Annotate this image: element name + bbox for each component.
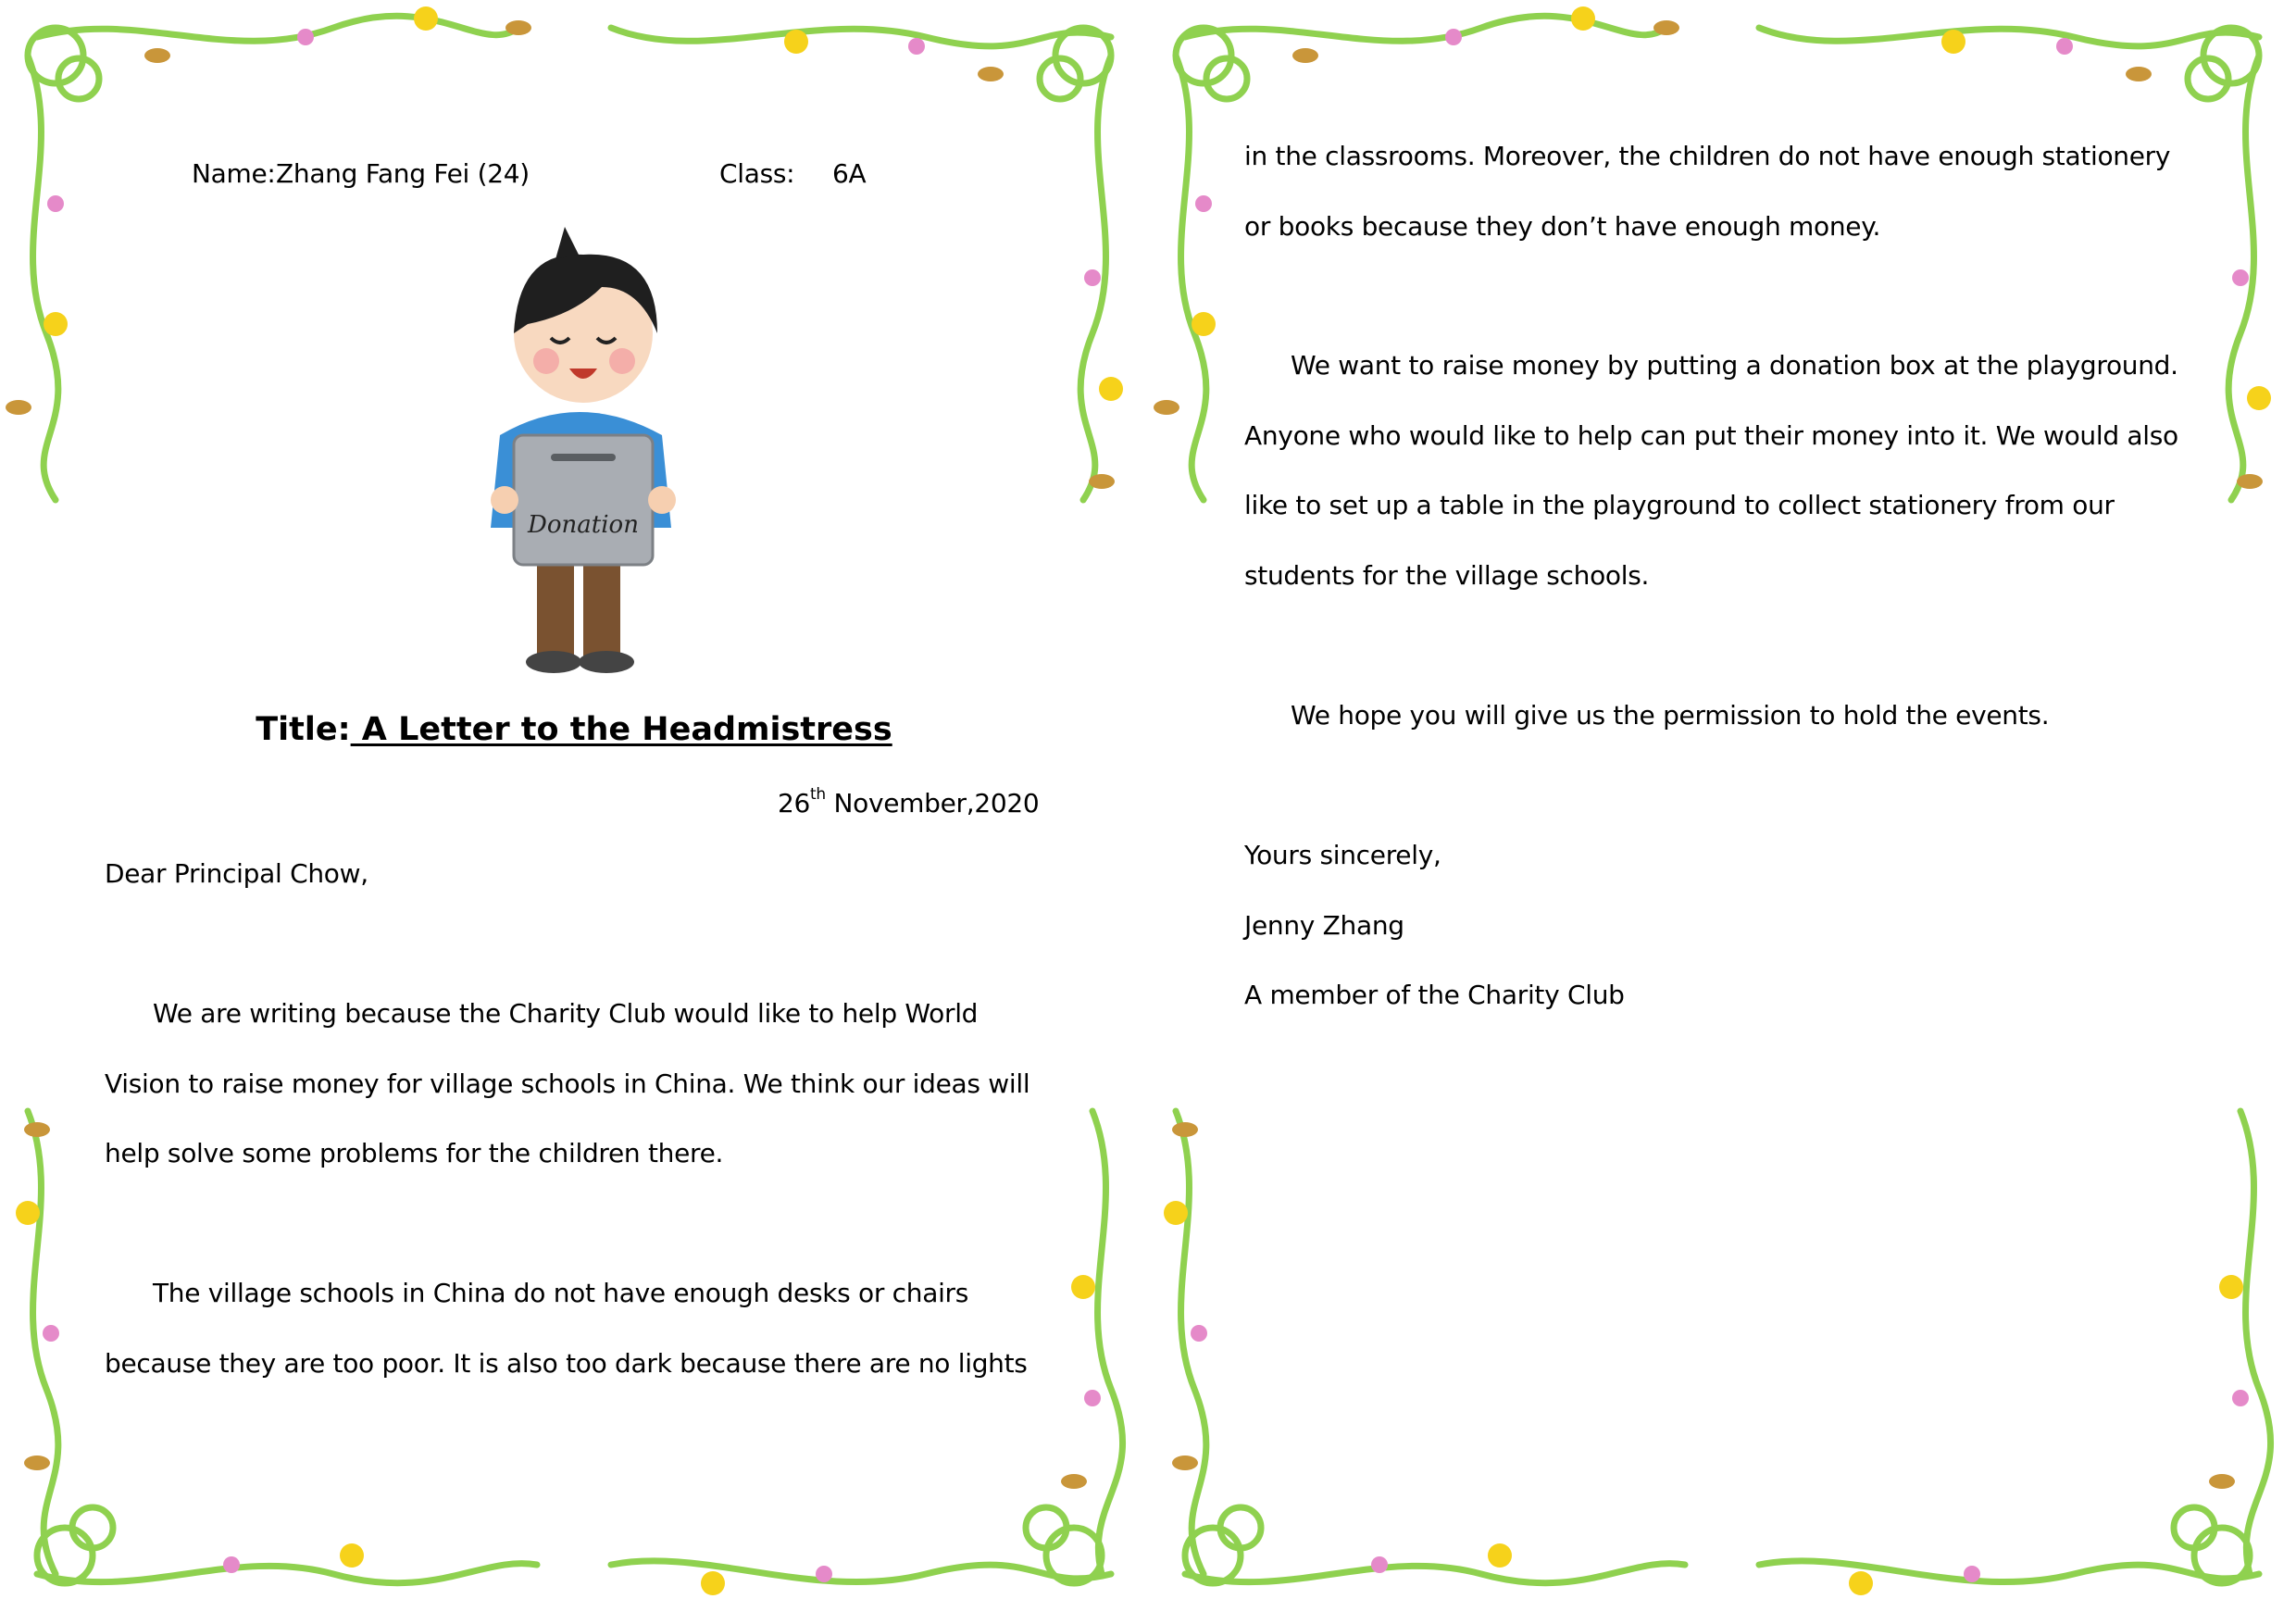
donation-boy-illustration	[463, 222, 704, 685]
paragraph-line: We hope you will give us the permission to hold the events.	[1291, 700, 2050, 731]
closing: Yours sincerely,	[1244, 840, 1441, 870]
letter-date	[778, 787, 1039, 820]
paragraph-line: like to set up a table in the playground to collect stationery from our	[1244, 490, 2115, 520]
floral-border-right	[1148, 0, 2296, 1624]
paragraph-line: Anyone who would like to help can put their money into it. We would also	[1244, 420, 2178, 451]
name-value: Zhang Fang Fei (24)	[276, 158, 530, 189]
date-day: 26	[778, 788, 811, 818]
signature-name: Jenny Zhang	[1244, 910, 1404, 941]
paragraph-line: We are writing because the Charity Club would like to help World	[153, 998, 979, 1029]
title-label: Title:	[256, 711, 351, 748]
signature-role: A member of the Charity Club	[1244, 980, 1625, 1010]
donation-box-label: Donation	[528, 511, 639, 539]
paragraph-line: help solve some problems for the children there.	[105, 1138, 724, 1168]
paragraph-line: because they are too poor. It is also too dark because there are no lights	[105, 1348, 1028, 1379]
letter-title	[0, 711, 1148, 748]
paragraph-line: or books because they don’t have enough money.	[1244, 211, 1881, 242]
title-text: A Letter to the Headmistress	[350, 711, 892, 748]
date-rest: November,2020	[825, 788, 1040, 818]
paragraph-line: We want to raise money by putting a donation box at the playground.	[1291, 350, 2178, 381]
class-value: 6A	[832, 158, 867, 189]
date-suffix: th	[810, 785, 826, 804]
class-label: Class:	[719, 158, 795, 189]
salutation: Dear Principal Chow,	[105, 858, 368, 889]
paragraph-line: students for the village schools.	[1244, 560, 1650, 591]
name-label: Name:	[192, 158, 276, 189]
paragraph-line: in the classrooms. Moreover, the children do not have enough stationery	[1244, 141, 2171, 171]
right-page	[1148, 0, 2296, 1624]
paragraph-line: The village schools in China do not have enough desks or chairs	[153, 1278, 969, 1308]
paragraph-line: Vision to raise money for village schools in China. We think our ideas will	[105, 1068, 1030, 1099]
